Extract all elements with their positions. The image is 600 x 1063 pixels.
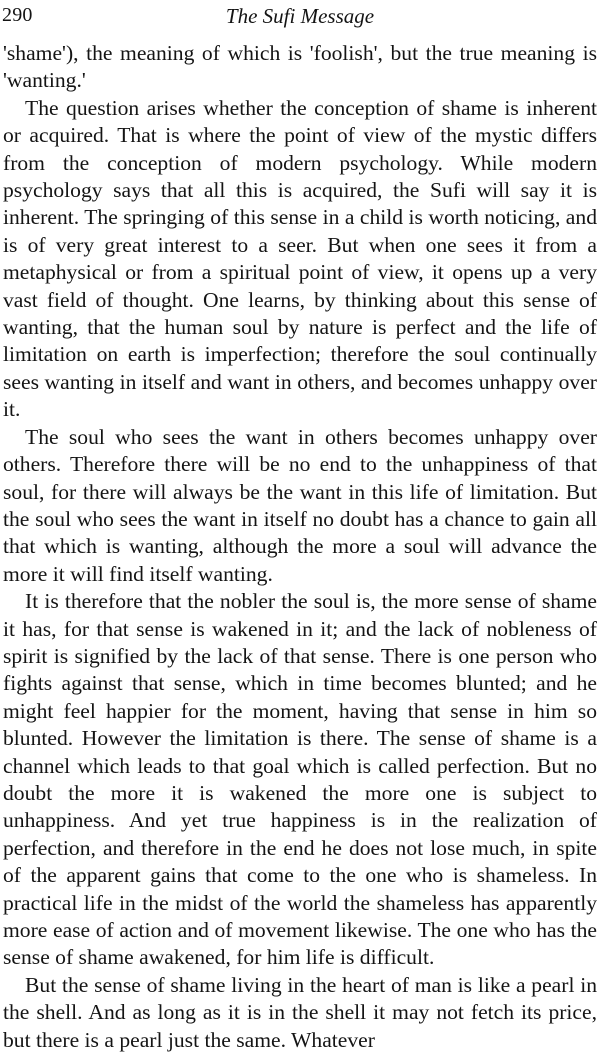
paragraph: The soul who sees the want in others becomes unhappy over others. Therefore there will be no end to the unhappiness of that soul, for there will always be the want in this life of limitation. But the soul who sees the want in itself no doubt has a chance to gain all that which is wanting, although the more a soul will advance the more it will find itself wanting. xyxy=(3,424,597,586)
running-title: The Sufi Message xyxy=(225,4,375,28)
paragraph: But the sense of shame living in the heart of man is like a pearl in the shell. And as long as it is in the shell it may not fetch its price, but there is a pearl just the same. Whatever xyxy=(3,972,597,1052)
page-number: 290 xyxy=(2,4,33,26)
paragraph: It is therefore that the nobler the soul is, the more sense of shame it has, for that sense is wakened in it; and the lack of nobleness of spirit is signified by the lack of that sense. There is one person who fights against that sense, which in time becomes blunted; and he might feel happier for the moment, having that sense in him so blunted. However the limitation is there. The sense of shame is a channel which leads to that goal which is called perfection. But no doubt the more it is wakened the more one is subject to unhappiness. And yet true happiness is in the realization of perfection, and therefore in the end he does not lose much, in spite of the apparent gains that come to the one who is shameless. In practical life in the midst of the world the shameless has apparently more ease of action and of movement likewise. The one who has the sense of shame awakened, for him life is difficult. xyxy=(3,589,597,970)
paragraph-continued: 'shame'), the meaning of which is 'foolish', but the true meaning is 'wanting.' xyxy=(3,41,597,93)
running-head xyxy=(2,4,598,32)
paragraph: The question arises whether the conception of shame is inherent or acquired. That is where the point of view of the mystic differs from the conception of modern psychology. While modern psychology says that all this is acquired, the Sufi will say it is inherent. The springing of this sense in a child is worth noticing, and is of very great interest to a seer. But when one sees it from a metaphysical or from a spiritual point of view, it opens up a very vast field of thought. One learns, by thinking about this sense of wanting, that the human soul by nature is perfect and the life of limitation on earth is imperfection; therefore the soul continually sees wanting in itself and want in others, and becomes unhappy over it. xyxy=(3,95,597,422)
body-text xyxy=(3,40,597,1054)
